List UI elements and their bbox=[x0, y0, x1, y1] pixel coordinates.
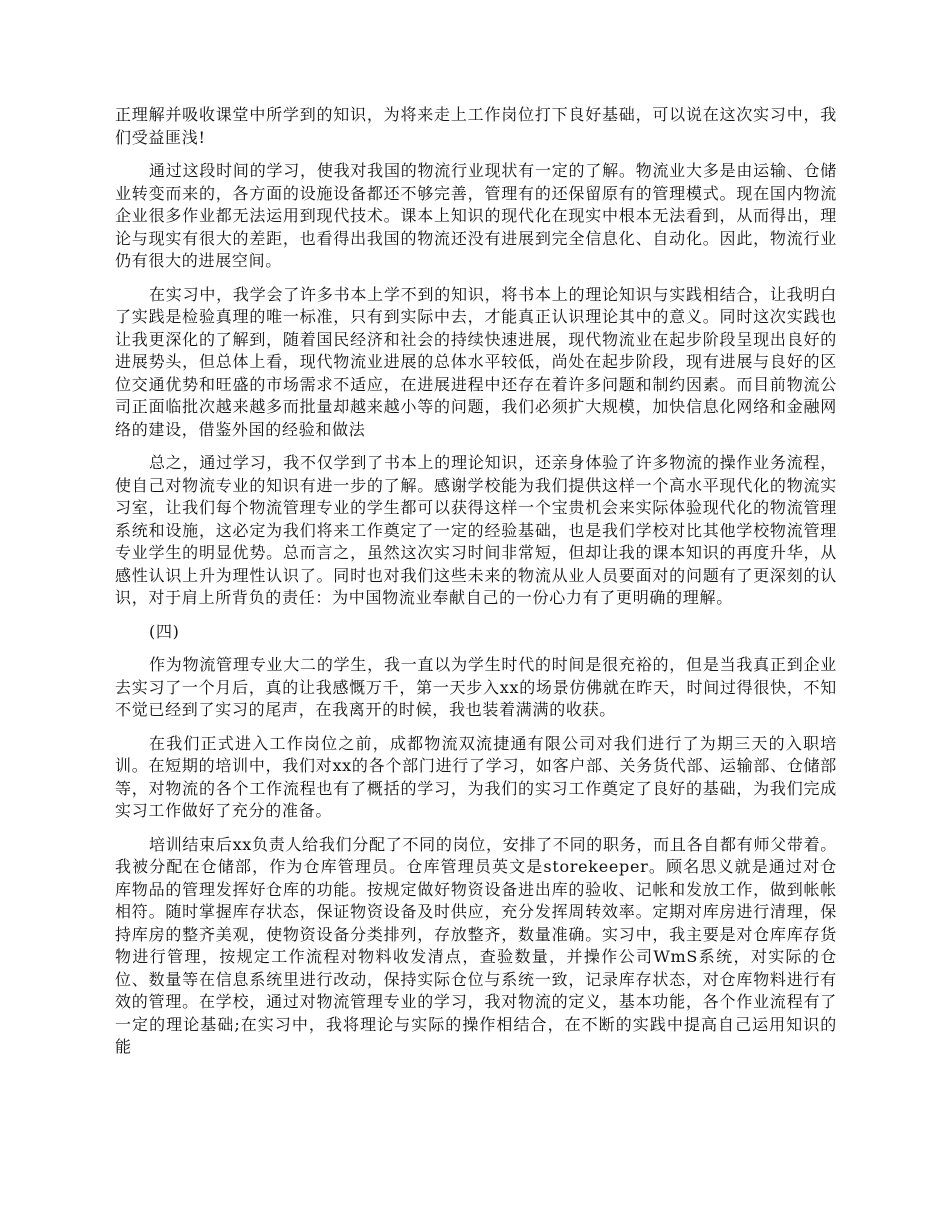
paragraph-onboarding-training: 在我们正式进入工作岗位之前，成都物流双流捷通有限公司对我们进行了为期三天的入职培训。在短期的培训中，我们对xx的各个部门进行了学习，如客户部、关务货代部、运输部、仓储部等，对物流的各个工作流程也有了概括的学习，为我们的实习工作奠定了良好的基础，为我们完成实习工作做好了充分的准备。 bbox=[115, 733, 837, 820]
paragraph-intro-internship: 作为物流管理专业大二的学生，我一直以为学生时代的时间是很充裕的，但是当我真正到企业去实习了一个月后，真的让我感慨万千，第一天步入xx的场景仿佛就在昨天，时间过得很快，不知不觉已经到了实习的尾声，在我离开的时候，我也装着满满的收获。 bbox=[115, 655, 837, 719]
paragraph-summary: 总之，通过学习，我不仅学到了书本上的理论知识，还亲身体验了许多物流的操作业务流程，使自己对物流专业的知识有进一步的了解。感谢学校能为我们提供这样一个高水平现代化的物流实习室，让我们每个物流管理专业的学生都可以获得这样一个宝贵机会来实际体验现代化的物流管理系统和设施，这必定为我们将来工作奠定了一定的经验基础，也是我们学校对比其他学校物流管理专业学生的明显优势。总而言之，虽然这次实习时间非常短，但却让我的课本知识的再度升华，从感性认识上升为理性认识了。同时也对我们这些未来的物流从业人员要面对的问题有了更深刻的认识，对于肩上所背负的责任：为中国物流业奉献自己的一份心力有了更明确的理解。 bbox=[115, 453, 837, 607]
paragraph-warehouse-role: 培训结束后xx负责人给我们分配了不同的岗位，安排了不同的职务，而且各自都有师父带着。我被分配在仓储部，作为仓库管理员。仓库管理员英文是storekeeper。顾名思义就是通过对仓库物品的管理发挥好仓库的功能。按规定做好物资设备进出库的验收、记帐和发放工作，做到帐帐相符。随时掌握库存状态，保证物资设备及时供应，充分发挥周转效率。定期对库房进行清理，保持库房的整齐美观，使物资设备分类排列，存放整齐，数量准确。实习中，我主要是对仓库库存货物进行管理，按规定工作流程对物料收发清点，查验数量，并操作公司WmS系统，对实际的仓位、数量等在信息系统里进行改动，保持实际仓位与系统一致，记录库存状态，对仓库物料进行有效的管理。在学校，通过对物流管理专业的学习，我对物流的定义，基本功能，各个作业流程有了一定的理论基础;在实习中，我将理论与实际的操作相结合，在不断的实践中提高自己运用知识的能 bbox=[115, 834, 837, 1056]
section-heading-four: (四) bbox=[149, 621, 180, 641]
document-page bbox=[115, 104, 837, 1070]
paragraph-practice-learning: 在实习中，我学会了许多书本上学不到的知识，将书本上的理论知识与实践相结合，让我明白了实践是检验真理的唯一标准，只有到实际中去，才能真正认识理论其中的意义。同时这次实践也让我更深化的了解到，随着国民经济和社会的持续快速进展，现代物流业在起步阶段呈现出良好的进展势头，但总体上看，现代物流业进展的总体水平较低，尚处在起步阶段，现有进展与良好的区位交通优势和旺盛的市场需求不适应，在进展进程中还存在着许多问题和制约因素。而目前物流公司正面临批次越来越多而批量却越来越小等的问题，我们必须扩大规模，加快信息化网络和金融网络的建设，借鉴外国的经验和做法 bbox=[115, 284, 837, 439]
paragraph-continuation: 正理解并吸收课堂中所学到的知识，为将来走上工作岗位打下良好基础，可以说在这次实习中，我们受益匪浅! bbox=[115, 105, 837, 147]
paragraph-industry-status: 通过这段时间的学习，使我对我国的物流行业现状有一定的了解。物流业大多是由运输、仓储业转变而来的，各方面的设施设备都还不够完善，管理有的还保留原有的管理模式。现在国内物流企业很多作业都无法运用到现代技术。课本上知识的现代化在现实中根本无法看到，从而得出，理论与现实有很大的差距，也看得出我国的物流还没有进展到完全信息化、自动化。因此，物流行业仍有很大的进展空间。 bbox=[115, 161, 837, 270]
